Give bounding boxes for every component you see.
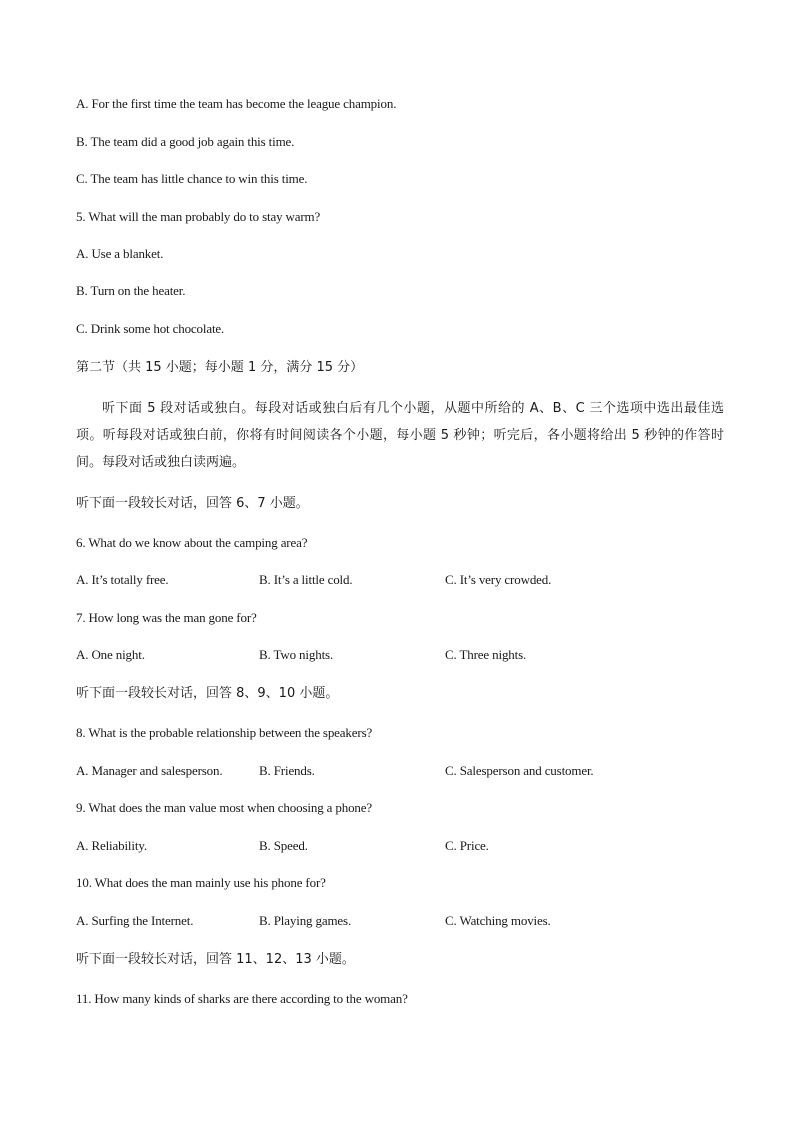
q9-option-b: B. Speed.	[259, 838, 308, 853]
q11-question: 11. How many kinds of sharks are there according to the woman?	[76, 991, 408, 1006]
q6-option-a: A. It’s totally free.	[76, 572, 169, 587]
q8-question: 8. What is the probable relationship between the speakers?	[76, 725, 373, 740]
q7-option-a: A. One night.	[76, 647, 145, 662]
q6-option-b: B. It’s a little cold.	[259, 572, 353, 587]
section2-heading: 第二节（共 15 小题；每小题 1 分，满分 15 分）	[76, 360, 364, 375]
group2-intro: 听下面一段较长对话，回答 8、9、10 小题。	[76, 686, 339, 701]
q8-option-c: C. Salesperson and customer.	[445, 763, 594, 778]
q5-option-b: B. Turn on the heater.	[76, 283, 186, 298]
q10-option-c: C. Watching movies.	[445, 913, 551, 928]
q7-option-b: B. Two nights.	[259, 647, 334, 662]
q7-option-c: C. Three nights.	[445, 647, 527, 662]
q5-option-a: A. Use a blanket.	[76, 246, 164, 261]
q8-option-b: B. Friends.	[259, 763, 315, 778]
group3-intro: 听下面一段较长对话，回答 11、12、13 小题。	[76, 952, 355, 967]
q10-question: 10. What does the man mainly use his phone for?	[76, 875, 326, 890]
group1-intro: 听下面一段较长对话，回答 6、7 小题。	[76, 496, 309, 511]
q6-options	[76, 572, 726, 588]
q7-options	[76, 647, 726, 663]
q4-option-c: C. The team has little chance to win this time.	[76, 171, 308, 186]
q10-option-a: A. Surfing the Internet.	[76, 913, 194, 928]
q10-option-b: B. Playing games.	[259, 913, 352, 928]
q6-option-c: C. It’s very crowded.	[445, 572, 552, 587]
q9-option-a: A. Reliability.	[76, 838, 147, 853]
q4-option-b: B. The team did a good job again this time.	[76, 134, 295, 149]
section2-instructions: 听下面 5 段对话或独白。每段对话或独白后有几个小题，从题中所给的 A、B、C 三个选项中选出最佳选项。听每段对话或独白前，你将有时间阅读各个小题，每小题 5 秒钟；听完后，各小题将给出 5 秒钟的作答时间。每段对话或独白读两遍。	[76, 401, 724, 470]
q5-option-c: C. Drink some hot chocolate.	[76, 321, 225, 336]
q9-option-c: C. Price.	[445, 838, 489, 853]
q4-option-a: A. For the first time the team has become the league champion.	[76, 96, 397, 111]
q9-options	[76, 838, 726, 854]
q5-question: 5. What will the man probably do to stay warm?	[76, 209, 321, 224]
q8-option-a: A. Manager and salesperson.	[76, 763, 223, 778]
q7-question: 7. How long was the man gone for?	[76, 610, 257, 625]
q9-question: 9. What does the man value most when choosing a phone?	[76, 800, 373, 815]
q10-options	[76, 913, 726, 929]
q8-options	[76, 763, 726, 779]
q6-question: 6. What do we know about the camping area?	[76, 535, 308, 550]
